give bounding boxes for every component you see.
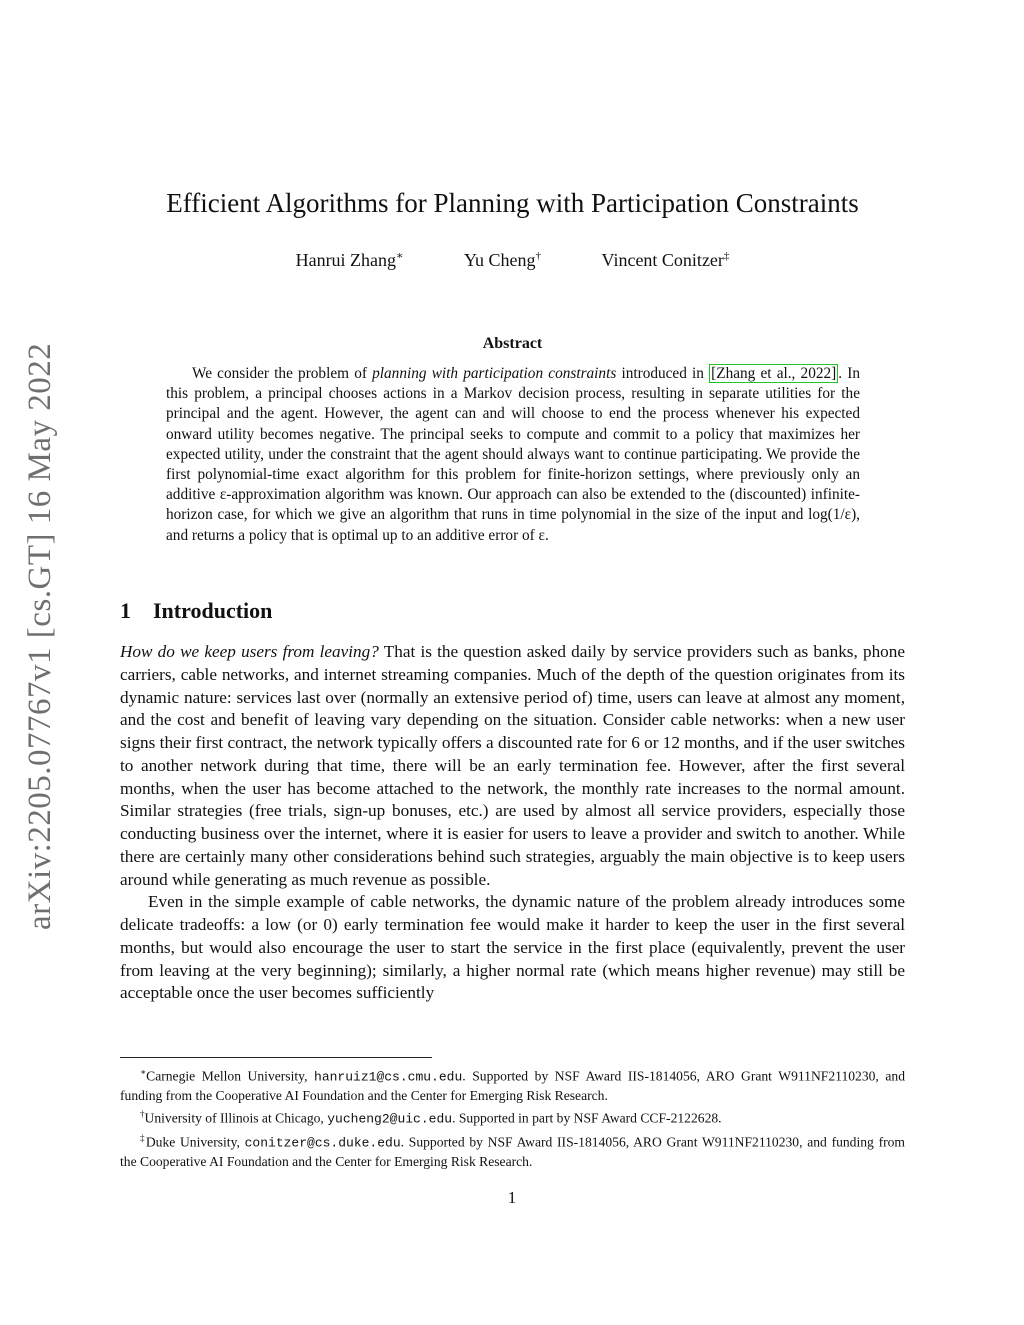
abstract-paragraph [166, 364, 860, 546]
abstract-text-3: . In this problem, a principal chooses actions in a Markov decision process, resulting in separate utilities for the principal and the agent. However, the agent can and will choose to end the process whenever his expected onward utility becomes negative. The principal seeks to compute and commit to a policy that maximizes her expected utility, under the constraint that the agent should always want to continue participating. We provide the first polynomial-time exact algorithm for this problem for finite-horizon settings, where previously only an additive ε-approximation algorithm was known. Our approach can also be extended to the (discounted) infinite-horizon case, for which we give an algorithm that runs in time polynomial in the size of the input and log(1/ε), and returns a policy that is optimal up to an additive error of ε. [166, 365, 860, 544]
page-number: 1 [507, 1188, 517, 1207]
footnote-zhang [120, 1063, 905, 1105]
footnote-text: Duke University, [145, 1134, 245, 1150]
intro-paragraph-1-text: That is the question asked daily by service providers such as banks, phone carriers, cable networks, and internet streaming companies. Much of the depth of the question originates from its dynamic nature: services last over (normally an extensive period of) time, users can leave at almost any moment, and the cost and benefit of leaving vary depending on the situation. Consider cable networks: when a new user signs their first contract, the network typically offers a discounted rate for 6 or 12 months, and if the user switches to another network during that time, there will be an early termination fee. However, after the first several months, when the user has become attached to the network, the monthly rate increases to the normal amount. Similar strategies (free trials, sign-up bonuses, etc.) are used by almost all service providers, especially those conducting business over the internet, where it is easier for users to leave a provider and switch to another. While there are certainly many other considerations behind such strategies, arguably the main objective is to keep users around while generating as much revenue as possible. [120, 642, 905, 889]
abstract-emphasis: planning with participation constraints [372, 365, 617, 382]
arxiv-identifier-stamp: arXiv:2205.07767v1 [cs.GT] 16 May 2022 [22, 342, 58, 930]
author-mark: † [535, 250, 542, 262]
footnote-mark: ‡ [140, 1133, 146, 1144]
author-conitzer [602, 244, 730, 272]
abstract-heading: Abstract [482, 335, 543, 352]
intro-paragraph-2: Even in the simple example of cable networks, the dynamic nature of the problem already introduces some delicate tradeoffs: a low (or 0) early termination fee would make it harder to keep the user in the first several months, but would also encourage the user to start the service in the first place (equivalently, prevent the user from leaving at the very beginning); similarly, a higher normal rate (which means higher revenue) may still be acceptable once the user becomes sufficiently [120, 892, 905, 1003]
abstract-body [166, 364, 860, 546]
citation-link[interactable]: [Zhang et al., 2022] [711, 365, 837, 382]
section-heading-introduction [120, 596, 272, 626]
author-zhang [296, 244, 404, 272]
section-number: 1 [120, 598, 131, 623]
footnote-mark: † [140, 1109, 145, 1120]
introduction-body [120, 641, 905, 1005]
email-link[interactable]: conitzer@cs.duke.edu [244, 1135, 401, 1151]
footnote-cheng [120, 1105, 905, 1129]
abstract-text-1: We consider the problem of [192, 365, 373, 382]
paper-title: Efficient Algorithms for Planning with Participation Constraints [166, 188, 859, 218]
author-name: Yu Cheng [464, 250, 536, 270]
intro-paragraph-1 [120, 641, 905, 891]
author-mark: ∗ [396, 250, 404, 262]
author-list [120, 244, 905, 272]
footnote-text: Carnegie Mellon University, [146, 1068, 315, 1084]
footnote-text: . Supported by NSF Award IIS-1814056, ARO Grant W911NF2110230, and funding from the Cooperative AI Foundation and the Center for Emerging Risk Research. [120, 1134, 905, 1170]
author-cheng [464, 244, 541, 272]
section-title: Introduction [153, 598, 273, 623]
footnote-divider [120, 1057, 432, 1058]
email-link[interactable]: hanruiz1@cs.cmu.edu [314, 1069, 463, 1085]
footnote-text: . Supported by NSF Award IIS-1814056, ARO Grant W911NF2110230, and funding from the Cooperative AI Foundation and the Center for Emerging Risk Research. [120, 1068, 906, 1103]
footnote-text: University of Illinois at Chicago, [144, 1110, 328, 1126]
intro-question: How do we keep users from leaving? [120, 642, 379, 661]
author-name: Hanrui Zhang [295, 250, 397, 270]
author-name: Vincent Conitzer [601, 250, 724, 270]
author-mark: ‡ [723, 250, 730, 262]
footnote-text: . Supported in part by NSF Award CCF-2122628. [452, 1110, 722, 1126]
abstract-text-2: introduced in [616, 365, 710, 382]
footnote-conitzer [120, 1129, 905, 1171]
footnote-mark: ∗ [140, 1067, 147, 1077]
email-link[interactable]: yucheng2@uic.edu [327, 1111, 453, 1127]
footnotes [120, 1063, 905, 1172]
